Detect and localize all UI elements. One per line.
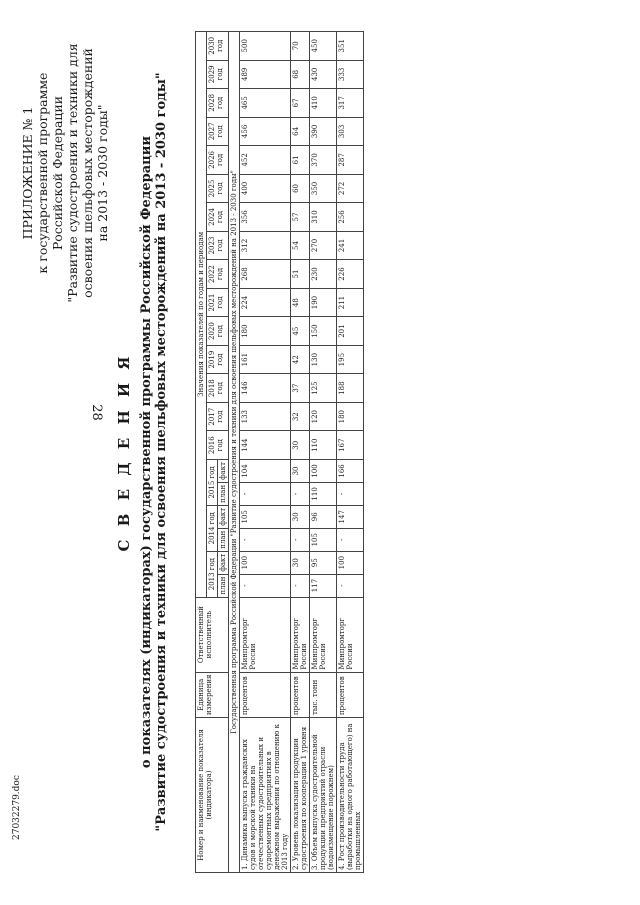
indicators-table	[195, 31, 364, 873]
col-unit-header: Единица измерения	[196, 672, 229, 717]
table-row	[291, 32, 310, 873]
value-cell: 226	[337, 260, 364, 289]
value-cell: 410	[310, 89, 337, 118]
value-cell: 60	[291, 174, 310, 203]
landscape-sheet	[20, 17, 620, 887]
row-number: 2.	[292, 863, 300, 870]
value-cell: 64	[291, 117, 310, 146]
annex-line: "Развитие судостроения и техники для	[65, 43, 80, 303]
title-program-name: "Развитие судостроения и техники для освоения шельфовых месторождений на 2013 - 2030 годы"	[154, 72, 169, 832]
value-cell: 130	[310, 345, 337, 374]
value-cell: 224	[240, 288, 291, 317]
value-cell: 105	[240, 505, 291, 528]
year-header: 2029 год	[207, 60, 229, 89]
year-header: 2018 год	[207, 374, 229, 403]
value-cell: 351	[337, 32, 364, 61]
year-header: 2026 год	[207, 146, 229, 175]
value-cell: 110	[310, 482, 337, 505]
year-header: 2030 год	[207, 32, 229, 61]
value-cell: 105	[310, 528, 337, 551]
value-cell: 180	[240, 317, 291, 346]
value-cell: 201	[337, 317, 364, 346]
value-cell: 42	[291, 345, 310, 374]
value-cell: 68	[291, 60, 310, 89]
value-cell: -	[240, 482, 291, 505]
year-header: 2025 год	[207, 174, 229, 203]
indicator-name-cell	[310, 718, 337, 873]
indicator-name: Рост производительности труда (выработки на одного работающего) на промышленных	[338, 723, 362, 870]
value-cell: 180	[337, 402, 364, 431]
value-cell: 241	[337, 231, 364, 260]
value-cell: 95	[310, 551, 337, 574]
indicator-name: Динамика выпуска гражданских судов и морской техники на отечественных судостроительных и судоремонтных предприятиях в денежном выражении по отношению к 2013 году	[241, 724, 289, 870]
annex-header	[20, 23, 110, 323]
responsible-cell: Минпромторг России	[240, 597, 291, 672]
value-cell: 110	[310, 431, 337, 460]
title-heading: С В Е Д Е Н И Я	[115, 352, 133, 552]
value-cell: 120	[310, 402, 337, 431]
value-cell: 310	[310, 203, 337, 232]
year-header: 2024 год	[207, 203, 229, 232]
value-cell: -	[337, 528, 364, 551]
value-cell: 303	[337, 117, 364, 146]
col-name-header: Номер и наименование показателя (индикатора)	[196, 718, 229, 873]
value-cell: 54	[291, 231, 310, 260]
year-header: 2014 год	[207, 505, 218, 551]
value-cell: -	[240, 574, 291, 597]
table-row	[310, 32, 337, 873]
value-cell: 489	[240, 60, 291, 89]
page-number: 28	[88, 404, 104, 421]
year-header: 2013 год	[207, 551, 218, 597]
value-cell: -	[291, 574, 310, 597]
table-row	[240, 32, 291, 873]
indicator-name-cell	[337, 718, 364, 873]
value-cell: 70	[291, 32, 310, 61]
value-cell: 430	[310, 60, 337, 89]
value-cell: 147	[337, 505, 364, 528]
value-cell: 144	[240, 431, 291, 460]
fact-header: факт	[218, 505, 229, 528]
responsible-cell: Минпромторг России	[337, 597, 364, 672]
value-cell: 166	[337, 459, 364, 482]
value-cell: 100	[240, 551, 291, 574]
value-cell: 195	[337, 345, 364, 374]
value-cell: -	[337, 574, 364, 597]
value-cell: 100	[337, 551, 364, 574]
document-id: 27032279.doc	[12, 775, 22, 840]
value-cell: 30	[291, 505, 310, 528]
table-row	[337, 32, 364, 873]
value-cell: 370	[310, 146, 337, 175]
year-header: 2023 год	[207, 231, 229, 260]
value-cell: 48	[291, 288, 310, 317]
year-header: 2020 год	[207, 317, 229, 346]
value-cell: 356	[240, 203, 291, 232]
year-header: 2021 год	[207, 288, 229, 317]
year-header: 2022 год	[207, 260, 229, 289]
value-cell: 268	[240, 260, 291, 289]
annex-line: ПРИЛОЖЕНИЕ № 1	[20, 106, 35, 240]
value-cell: 117	[310, 574, 337, 597]
value-cell: 270	[310, 231, 337, 260]
value-cell: 45	[291, 317, 310, 346]
responsible-cell: Минпромторг России	[310, 597, 337, 672]
value-cell: 161	[240, 345, 291, 374]
value-cell: 333	[337, 60, 364, 89]
indicator-name: Объем выпуска судостроительной продукции предприятий отрасли (водоизмещение порожнем)	[311, 734, 335, 870]
unit-cell: процентов	[291, 672, 310, 717]
value-cell: 500	[240, 32, 291, 61]
year-header: 2015 год	[207, 459, 218, 505]
value-cell: 450	[310, 32, 337, 61]
unit-cell: тыс. тонн	[310, 672, 337, 717]
annex-line: освоения шельфовых месторождений	[80, 48, 95, 298]
value-cell: 190	[310, 288, 337, 317]
unit-cell: процентов	[240, 672, 291, 717]
value-cell: 51	[291, 260, 310, 289]
row-number: 1.	[241, 863, 249, 870]
table-body	[229, 32, 364, 873]
value-cell: -	[337, 482, 364, 505]
value-cell: -	[291, 528, 310, 551]
value-cell: 256	[337, 203, 364, 232]
value-cell: 125	[310, 374, 337, 403]
value-cell: 272	[337, 174, 364, 203]
row-number: 4.	[338, 863, 346, 870]
indicator-name-cell	[240, 718, 291, 873]
plan-header: план	[218, 482, 229, 505]
value-cell: 30	[291, 459, 310, 482]
value-cell: 96	[310, 505, 337, 528]
value-cell: 400	[240, 174, 291, 203]
value-cell: 317	[337, 89, 364, 118]
annex-line: Российской Федерации	[50, 95, 65, 251]
annex-line: к государственной программе	[35, 72, 50, 274]
program-row: Государственная программа Российской Федерации "Развитие судостроения и техники для освоения шельфовых месторождений на 2013 - 2030 годы"	[229, 32, 240, 873]
value-cell: 350	[310, 174, 337, 203]
fact-header: факт	[218, 551, 229, 574]
responsible-cell: Минпромторг России	[291, 597, 310, 672]
value-cell: 67	[291, 89, 310, 118]
year-header: 2027 год	[207, 117, 229, 146]
value-cell: 61	[291, 146, 310, 175]
value-cell: 167	[337, 431, 364, 460]
value-cell: 465	[240, 89, 291, 118]
fact-header: факт	[218, 459, 229, 482]
value-cell: 133	[240, 402, 291, 431]
value-cell: 150	[310, 317, 337, 346]
value-cell: 312	[240, 231, 291, 260]
value-cell: 146	[240, 374, 291, 403]
value-cell: 57	[291, 203, 310, 232]
value-cell: 188	[337, 374, 364, 403]
value-cell: 390	[310, 117, 337, 146]
value-cell: 287	[337, 146, 364, 175]
value-cell: 211	[337, 288, 364, 317]
value-cell: -	[240, 528, 291, 551]
annex-line: на 2013 - 2030 годы"	[95, 104, 110, 242]
value-cell: 452	[240, 146, 291, 175]
year-header: 2019 год	[207, 345, 229, 374]
value-cell: 30	[291, 551, 310, 574]
year-header: 2016 год	[207, 431, 229, 460]
plan-header: план	[218, 528, 229, 551]
value-cell: 456	[240, 117, 291, 146]
value-cell: 32	[291, 402, 310, 431]
document-title	[115, 17, 169, 887]
value-cell: 230	[310, 260, 337, 289]
year-header: 2017 год	[207, 402, 229, 431]
value-cell: 104	[240, 459, 291, 482]
plan-header: план	[218, 574, 229, 597]
value-cell: 100	[310, 459, 337, 482]
values-header: Значения показателей по годам и периодам	[196, 32, 207, 598]
unit-cell: процентов	[337, 672, 364, 717]
indicator-name-cell	[291, 718, 310, 873]
indicator-name: Уровень локализации продукции судостроения по кооперации 1 уровня	[292, 726, 308, 870]
col-responsible-header: Ответственный исполнитель	[196, 597, 229, 672]
value-cell: 37	[291, 374, 310, 403]
title-subheading: о показателях (индикаторах) государственной программы Российской Федерации	[139, 135, 154, 769]
value-cell: 30	[291, 431, 310, 460]
value-cell: -	[291, 482, 310, 505]
row-number: 3.	[311, 863, 319, 870]
year-header: 2028 год	[207, 89, 229, 118]
